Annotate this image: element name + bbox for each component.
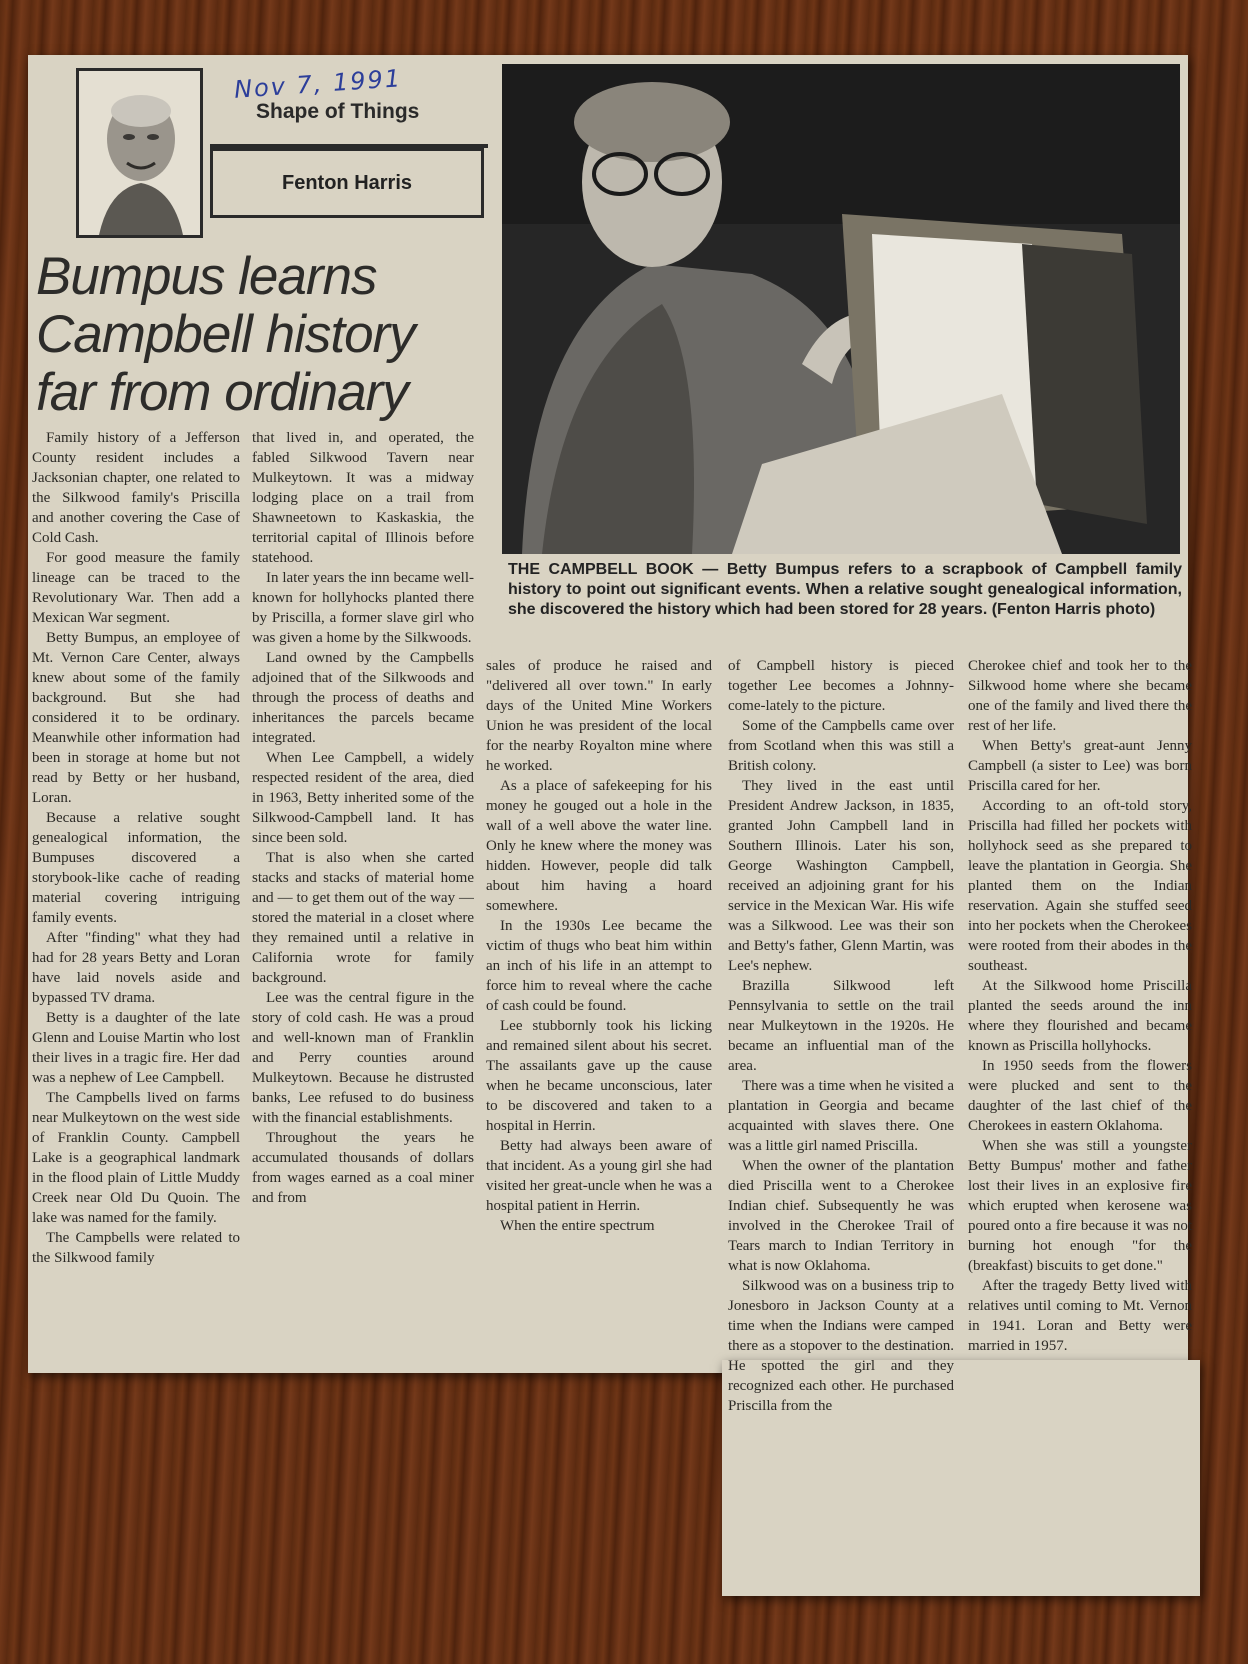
- headline: [36, 248, 476, 422]
- paragraph: The Campbells lived on farms near Mulkeytown on the west side of Franklin County. Campbell Lake is a geographical landmark in the flood plain of Little Muddy Creek near Old Du Quoin. The lake was named for the family.: [32, 1090, 240, 1226]
- paragraph: When the entire spectrum: [500, 1218, 655, 1234]
- article-column-3: [486, 656, 712, 1372]
- caption-text: Betty Bumpus refers to a scrapbook of Campbell family history to point out significant events. When a relative sought genealogical information, she discovered the history which had been stored for 28 years. (Fenton Harris photo): [508, 561, 1182, 618]
- paragraph: When Betty's great-aunt Jenny Campbell (a sister to Lee) was born Priscilla cared for her.: [968, 738, 1192, 794]
- article-photo: [502, 64, 1180, 554]
- article-column-5: [968, 656, 1192, 1590]
- headline-line-3: far from ordinary: [36, 363, 408, 422]
- paragraph: After "finding" what they had had for 28 years Betty and Loran have laid novels aside and bypassed TV drama.: [32, 930, 240, 1006]
- article-column-1: [32, 428, 240, 1372]
- handwritten-date: Nov 7, 1991: [233, 64, 403, 104]
- paragraph: Lee stubbornly took his licking and remained silent about his secret. The assailants gave up the cause when he became unconscious, later to be discovered and taken to a hospital in Herrin.: [486, 1018, 712, 1134]
- headline-line-1: Bumpus learns: [36, 247, 377, 306]
- paragraph: When she was still a youngster Betty Bumpus' mother and father lost their lives in an explosive fire which erupted when kerosene was poured onto a fire because it was not burning hot enough "for the (breakfast) biscuits to get done.": [968, 1138, 1192, 1274]
- paragraph: They lived in the east until President Andrew Jackson, in 1835, granted John Campbell land in Southern Illinois. Later his son, George Washington Campbell, received an adjoining grant for his service in the Mexican War. His wife was a Silkwood. Lee was their son and Betty's father, Glenn Martin, was Lee's nephew.: [728, 778, 954, 974]
- paragraph: Silkwood was on a business trip to Jonesboro in Jackson County at a time when the Indians were camped there as a stopover to the destination. He spotted the girl and they recognized each other. He purchased Priscilla from the: [728, 1278, 954, 1414]
- photo-caption: [508, 560, 1182, 620]
- paragraph: When the owner of the plantation died Priscilla went to a Cherokee Indian chief. Subsequently he was involved in the Cherokee Trail of Tears march to Indian Territory in what is now Oklahoma.: [728, 1158, 954, 1274]
- paragraph: According to an oft-told story, Priscilla had filled her pockets with hollyhock seed as she prepared to leave the plantation in Georgia. She planted them on the Indian reservation. Again she stuffed seed into her pockets when the Cherokees were rooted from their abodes in the southeast.: [968, 798, 1192, 974]
- paragraph: Betty is a daughter of the late Glenn and Louise Martin who lost their lives in a tragic fire. Her dad was a nephew of Lee Campbell.: [32, 1010, 240, 1086]
- article-column-4: [728, 656, 954, 1590]
- paragraph: Land owned by the Campbells adjoined that of the Silkwoods and through the process of deaths and inheritances the parcels became integrated.: [252, 650, 474, 746]
- headline-line-2: Campbell history: [36, 305, 415, 364]
- paragraph: After the tragedy Betty lived with relatives until coming to Mt. Vernon in 1941. Loran and Betty were married in 1957.: [968, 1278, 1192, 1354]
- byline: Fenton Harris: [210, 148, 484, 218]
- paragraph: of Campbell history is pieced together Lee becomes a Johnny-come-lately to the picture.: [728, 658, 954, 714]
- paragraph: Some of the Campbells came over from Scotland when this was still a British colony.: [728, 718, 954, 774]
- paragraph: When Lee Campbell, a widely respected resident of the area, died in 1963, Betty inherited some of the Silkwood-Campbell land. It has since been sold.: [252, 750, 474, 846]
- paragraph: Throughout the years he accumulated thousands of dollars from wages earned as a coal miner and from: [252, 1130, 474, 1206]
- paragraph: For good measure the family lineage can be traced to the Revolutionary War. Then add a Mexican War segment.: [32, 550, 240, 626]
- paragraph: In 1950 seeds from the flowers were plucked and sent to the daughter of the last chief of the Cherokees in eastern Oklahoma.: [968, 1058, 1192, 1134]
- paragraph: Betty had always been aware of that incident. As a young girl she had visited her great-uncle when he was a hospital patient in Herrin.: [486, 1138, 712, 1214]
- paragraph: There was a time when he visited a plantation in Georgia and became acquainted with slaves there. One was a little girl named Priscilla.: [728, 1078, 954, 1154]
- paragraph: Brazilla Silkwood left Pennsylvania to settle on the trail near Mulkeytown in the 1920s. He became an influential man of the area.: [728, 978, 954, 1074]
- column-name: Shape of Things: [256, 100, 420, 123]
- article-column-2: [252, 428, 474, 1372]
- caption-lead: THE CAMPBELL BOOK —: [508, 561, 727, 578]
- paragraph: Cherokee chief and took her to the Silkwood home where she became one of the family and lived there the rest of her life.: [968, 658, 1192, 734]
- paragraph: sales of produce he raised and "delivered all over town." In early days of the United Mine Workers Union he was president of the local for the nearby Royalton mine where he worked.: [486, 658, 712, 774]
- paragraph: In the 1930s Lee became the victim of thugs who beat him within an inch of his life in an attempt to force him to reveal where the cache of cash could be found.: [486, 918, 712, 1014]
- paragraph: As a place of safekeeping for his money he gouged out a hole in the wall of a well above the water line. Only he knew where the money was hidden. However, people did talk about him having a hoard somewhere.: [486, 778, 712, 914]
- paragraph: Betty Bumpus, an employee of Mt. Vernon Care Center, always knew about some of the family background. But she had considered it to be ordinary. Meanwhile other information had been in storage at home but not read by Betty or her husband, Loran.: [32, 630, 240, 806]
- author-portrait: [76, 68, 203, 238]
- paragraph: In later years the inn became well-known for hollyhocks planted there by Priscilla, a former slave girl who was given a home by the Silkwoods.: [252, 570, 474, 646]
- paragraph: Because a relative sought genealogical information, the Bumpuses discovered a storybook-like cache of reading material covering intriguing family events.: [32, 810, 240, 926]
- paragraph: Family history of a Jefferson County resident includes a Jacksonian chapter, one related to the Silkwood family's Priscilla and another covering the Case of Cold Cash.: [32, 430, 240, 546]
- paragraph: At the Silkwood home Priscilla planted the seeds around the inn where they flourished and became known as Priscilla hollyhocks.: [968, 978, 1192, 1054]
- paragraph: that lived in, and operated, the fabled Silkwood Tavern near Mulkeytown. It was a midway lodging place on a trail from Shawneetown to Kaskaskia, the territorial capital of Illinois before statehood.: [252, 430, 474, 566]
- paragraph: That is also when she carted stacks and stacks of material home and — to get them out of the way — stored the material in a closet where they remained until a relative in California wrote for family background.: [252, 850, 474, 986]
- paragraph: Lee was the central figure in the story of cold cash. He was a proud and well-known man of Franklin and Perry counties around Mulkeytown. Because he distrusted banks, Lee refused to do business with the financial establishments.: [252, 990, 474, 1126]
- paragraph: The Campbells were related to the Silkwood family: [32, 1230, 240, 1266]
